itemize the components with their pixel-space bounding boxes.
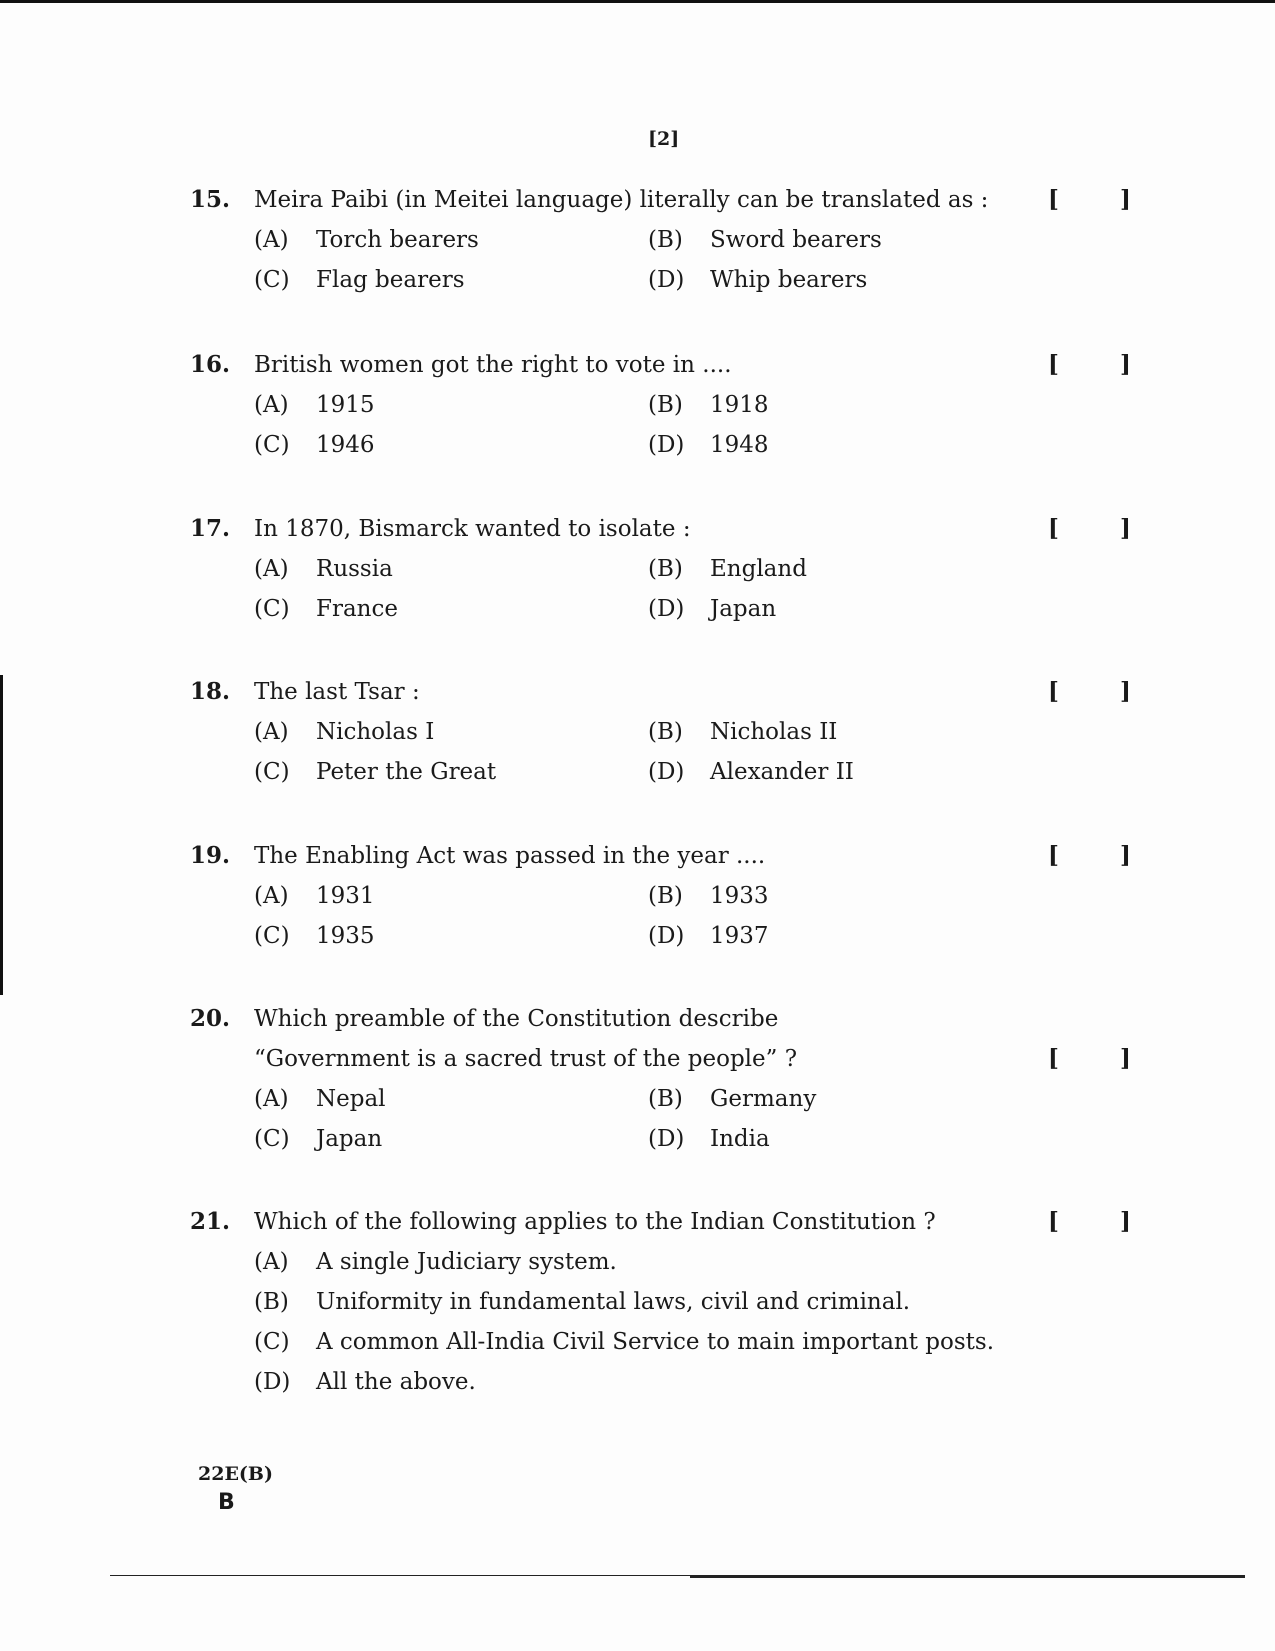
question-text: The last Tsar :	[254, 679, 420, 705]
option-b: (B) England	[648, 556, 807, 582]
option-c: (C) Flag bearers	[254, 267, 465, 293]
question-number: 17.	[190, 515, 231, 542]
paper-set: B	[218, 1490, 235, 1515]
question-text: British women got the right to vote in ....	[254, 352, 732, 378]
option-d: (D) Japan	[648, 596, 777, 622]
question-number: 15.	[190, 186, 231, 213]
option-c: (C) A common All-India Civil Service to main important posts.	[254, 1329, 995, 1355]
question-text-line2: “Government is a sacred trust of the people” ?	[254, 1046, 798, 1072]
option-d: (D) 1937	[648, 923, 769, 949]
question-text: The Enabling Act was passed in the year ....	[254, 843, 766, 869]
option-b: (B) Germany	[648, 1086, 817, 1112]
option-c: (C) Peter the Great	[254, 759, 497, 785]
page-number: [2]	[648, 128, 680, 150]
question-21: 21. Which of the following applies to the Indian Constitution ? [ ] (A) A single Judiciary system. (B) Uniformity in fundamental laws, civil and criminal. (C) A common All-India Civil Service to main important posts. (D) All the above.	[190, 1202, 1140, 1402]
option-d: (D) All the above.	[254, 1369, 476, 1395]
question-text: Meira Paibi (in Meitei language) literally can be translated as :	[254, 187, 989, 213]
question-16: 16. British women got the right to vote in .... [ ] (A) 1915 (B) 1918 (C) 1946 (D) 1948	[190, 345, 1140, 465]
option-a: (A) Russia	[254, 556, 393, 582]
question-17: 17. In 1870, Bismarck wanted to isolate : [ ] (A) Russia (B) England (C) France (D) Japan	[190, 509, 1140, 629]
option-c: (C) 1935	[254, 923, 375, 949]
question-19: 19. The Enabling Act was passed in the year .... [ ] (A) 1931 (B) 1933 (C) 1935 (D) 1937	[190, 836, 1140, 956]
option-c: (C) 1946	[254, 432, 375, 458]
bottom-scan-edge	[110, 1575, 690, 1576]
question-text: Which preamble of the Constitution describe	[254, 1006, 779, 1032]
top-scan-edge	[0, 0, 1275, 3]
option-a: (A) A single Judiciary system.	[254, 1249, 617, 1275]
question-number: 20.	[190, 1005, 231, 1032]
option-a: (A) Torch bearers	[254, 227, 479, 253]
option-d: (D) Whip bearers	[648, 267, 868, 293]
question-text: In 1870, Bismarck wanted to isolate :	[254, 516, 691, 542]
option-d: (D) 1948	[648, 432, 769, 458]
option-b: (B) Uniformity in fundamental laws, civil and criminal.	[254, 1289, 911, 1315]
option-c: (C) France	[254, 596, 398, 622]
option-d: (D) India	[648, 1126, 770, 1152]
option-d: (D) Alexander II	[648, 759, 854, 785]
question-15: 15. Meira Paibi (in Meitei language) literally can be translated as : [ ] (A) Torch bearers (B) Sword bearers (C) Flag bearers (D) Whip bearers	[190, 180, 1140, 300]
paper-code: 22E(B)	[198, 1463, 273, 1485]
option-c: (C) Japan	[254, 1126, 383, 1152]
left-scan-edge	[0, 675, 3, 995]
question-text: Which of the following applies to the Indian Constitution ?	[254, 1209, 936, 1235]
option-b: (B) 1933	[648, 883, 769, 909]
question-number: 16.	[190, 351, 231, 378]
option-a: (A) Nepal	[254, 1086, 386, 1112]
option-a: (A) 1915	[254, 392, 375, 418]
question-number: 21.	[190, 1208, 231, 1235]
question-number: 19.	[190, 842, 231, 869]
bottom-scan-edge-thick	[690, 1575, 1245, 1578]
option-a: (A) Nicholas I	[254, 719, 435, 745]
question-18: 18. The last Tsar : [ ] (A) Nicholas I (B) Nicholas II (C) Peter the Great (D) Alexander II	[190, 672, 1140, 792]
option-b: (B) 1918	[648, 392, 769, 418]
option-b: (B) Sword bearers	[648, 227, 882, 253]
question-20: 20. Which preamble of the Constitution describe “Government is a sacred trust of the people” ? [ ] (A) Nepal (B) Germany (C) Japan (D) India	[190, 999, 1140, 1159]
option-a: (A) 1931	[254, 883, 375, 909]
option-b: (B) Nicholas II	[648, 719, 838, 745]
question-number: 18.	[190, 678, 231, 705]
